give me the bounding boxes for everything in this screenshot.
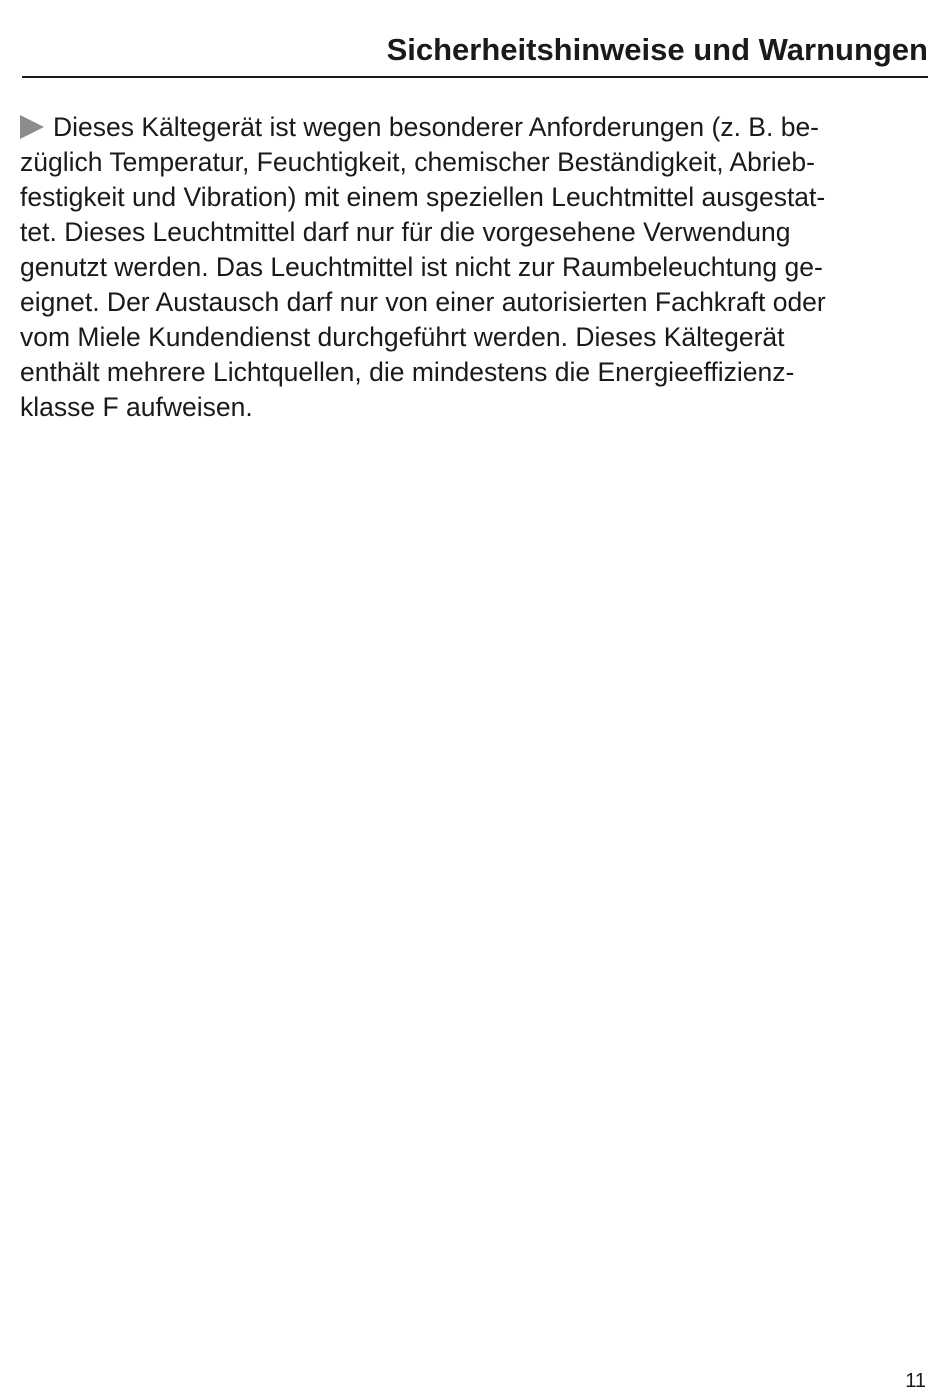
paragraph-line: eignet. Der Austausch darf nur von einer autorisierten Fachkraft oder: [20, 287, 826, 317]
triangle-right-icon: [20, 115, 44, 139]
paragraph-line: vom Miele Kundendienst durchgeführt werden. Dieses Kältegerät: [20, 322, 785, 352]
paragraph-line: festigkeit und Vibration) mit einem speziellen Leuchtmittel ausgestat-: [20, 182, 826, 212]
page-title: Sicherheitshinweise und Warnungen: [386, 32, 928, 67]
page-number: 11: [905, 1370, 926, 1392]
paragraph-line-text: Dieses Kältegerät ist wegen besonderer Anforderungen (z. B. be-: [53, 112, 820, 142]
paragraph-line: züglich Temperatur, Feuchtigkeit, chemischer Beständigkeit, Abrieb-: [20, 147, 815, 177]
safety-paragraph: [20, 110, 920, 425]
paragraph-line: [20, 110, 920, 145]
paragraph-line: enthält mehrere Lichtquellen, die mindestens die Energieeffizienz-: [20, 357, 795, 387]
paragraph-line: genutzt werden. Das Leuchtmittel ist nicht zur Raumbeleuchtung ge-: [20, 252, 823, 282]
paragraph-line: tet. Dieses Leuchtmittel darf nur für die vorgesehene Verwendung: [20, 217, 791, 247]
paragraph-line: klasse F aufweisen.: [20, 392, 253, 422]
page-header: [22, 26, 928, 78]
